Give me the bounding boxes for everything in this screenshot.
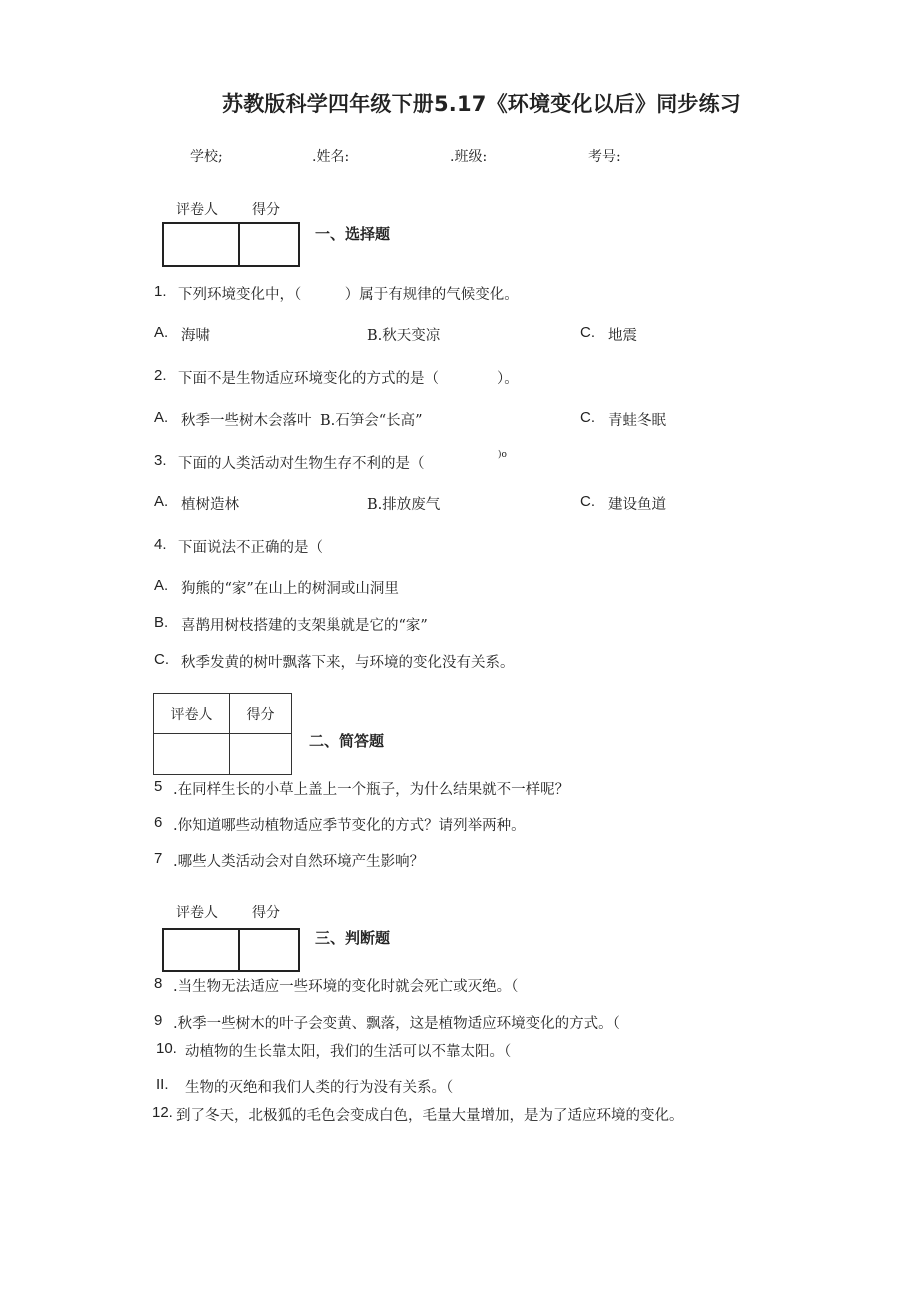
option-b: B.秋天变凉 — [367, 328, 441, 344]
question-tail: )o — [498, 450, 507, 460]
question-number: 7 — [154, 850, 163, 867]
question-number: 6 — [154, 814, 163, 831]
question-text: 下面的人类活动对生物生存不利的是（ — [178, 456, 425, 472]
question-text: .在同样生长的小草上盖上一个瓶子，为什么结果就不一样呢？ — [173, 782, 570, 798]
grader-cell — [154, 734, 230, 775]
question-number: 12. — [152, 1104, 173, 1121]
grader-label: 评卷人 — [154, 694, 230, 734]
score-label: 得分 — [230, 694, 292, 734]
grader-label: 评卷人 — [176, 905, 218, 921]
school-label: 学校; — [190, 149, 223, 165]
option-a: 秋季一些树木会落叶 — [181, 413, 312, 429]
option-b: B.石笋会“长高” — [320, 413, 423, 429]
option-letter: A. — [154, 409, 169, 426]
option-b: B.排放废气 — [367, 497, 441, 513]
name-label: .姓名: — [312, 149, 350, 165]
question-text: 生物的灭绝和我们人类的行为没有关系。（ — [185, 1080, 454, 1096]
question-number: 5 — [154, 778, 163, 795]
question-text: .当生物无法适应一些环境的变化时就会死亡或灭绝。（ — [173, 979, 519, 995]
option-a: 海啸 — [181, 328, 210, 344]
question-text: .哪些人类活动会对自然环境产生影响？ — [173, 854, 425, 870]
question-number: 2. — [154, 367, 167, 384]
question-text: 下面不是生物适应环境变化的方式的是（ ）。 — [178, 371, 519, 387]
question-number: 10. — [156, 1040, 177, 1057]
option-letter: C. — [580, 409, 595, 426]
question-text: 下列环境变化中，（ ）属于有规律的气候变化。 — [178, 287, 519, 303]
option-letter: A. — [154, 577, 169, 594]
score-cell — [230, 734, 292, 775]
question-number: II. — [156, 1076, 169, 1093]
question-text: 动植物的生长靠太阳，我们的生活可以不靠太阳。（ — [185, 1044, 512, 1060]
option-letter: C. — [154, 651, 169, 668]
option-c: 青蛙冬眠 — [608, 413, 666, 429]
option-letter: C. — [580, 493, 595, 510]
grader-label: 评卷人 — [176, 202, 218, 218]
class-label: .班级: — [450, 149, 488, 165]
number-label: 考号: — [588, 149, 621, 165]
question-text: .你知道哪些动植物适应季节变化的方式？请列举两种。 — [173, 818, 526, 834]
score-label: 得分 — [252, 202, 280, 218]
score-table-2 — [153, 693, 292, 775]
score-box-1 — [162, 222, 300, 267]
question-number: 8 — [154, 975, 163, 992]
question-number: 4. — [154, 536, 167, 553]
option-letter: C. — [580, 324, 595, 341]
question-number: 3. — [154, 452, 167, 469]
section-title-2: 二、简答题 — [309, 732, 385, 750]
question-text: .秋季一些树木的叶子会变黄、飘落，这是植物适应环境变化的方式。（ — [173, 1016, 620, 1032]
option-letter: B. — [154, 614, 169, 631]
section-title-1: 一、选择题 — [315, 225, 391, 243]
section-title-3: 三、判断题 — [315, 929, 391, 947]
option-letter: A. — [154, 493, 169, 510]
option-a: 狗熊的“家”在山上的树洞或山洞里 — [181, 581, 399, 597]
question-text: 到了冬天，北极狐的毛色会变成白色，毛量大量增加，是为了适应环境的变化。 — [176, 1108, 684, 1124]
page-title: 苏教版科学四年级下册5.17《环境变化以后》同步练习 — [222, 92, 742, 116]
option-b: 喜鹊用树枝搭建的支架巢就是它的“家” — [181, 618, 428, 634]
option-c: 建设鱼道 — [608, 497, 666, 513]
score-label: 得分 — [252, 905, 280, 921]
question-number: 1. — [154, 283, 167, 300]
option-letter: A. — [154, 324, 169, 341]
score-box-3 — [162, 928, 300, 972]
question-text: 下面说法不正确的是（ — [178, 540, 323, 556]
question-number: 9 — [154, 1012, 163, 1029]
option-a: 植树造林 — [181, 497, 239, 513]
option-c: 秋季发黄的树叶飘落下来，与环境的变化没有关系。 — [181, 655, 515, 671]
option-c: 地震 — [608, 328, 637, 344]
